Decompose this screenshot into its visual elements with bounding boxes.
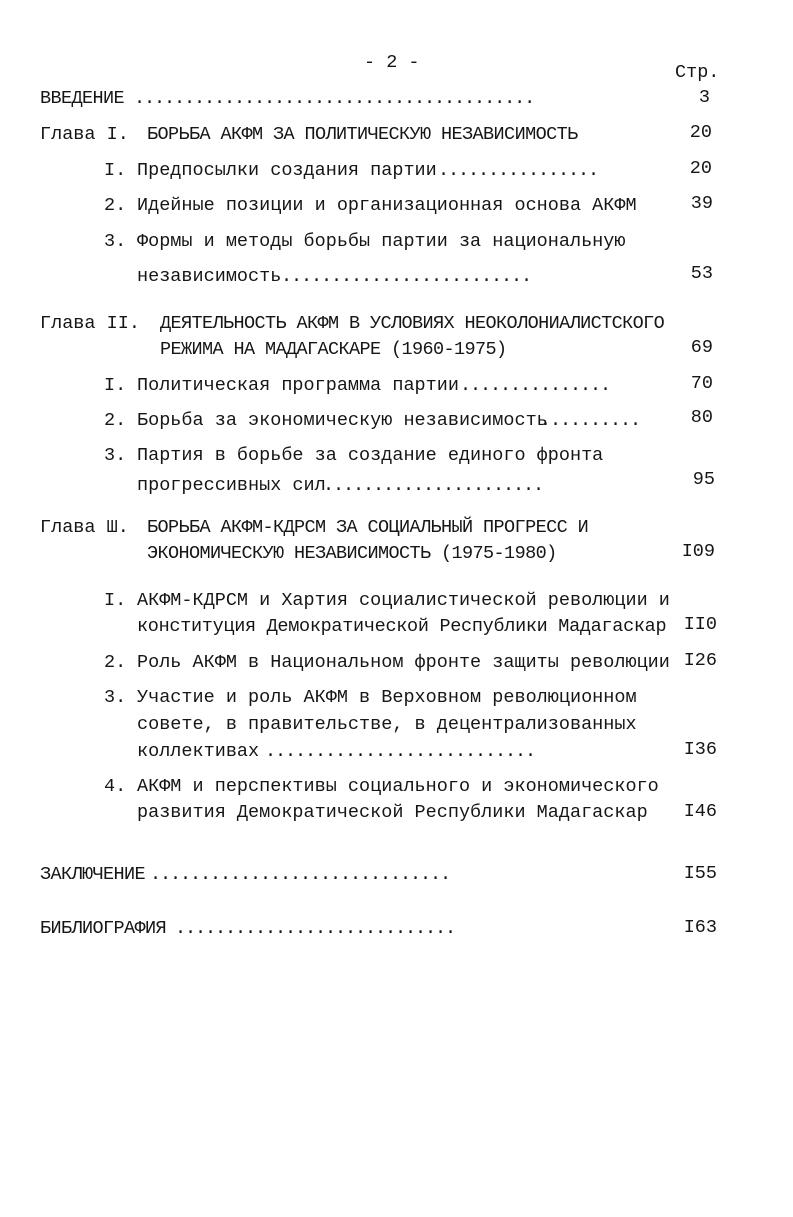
- leader-dots: ...........................: [265, 741, 536, 762]
- section-title-line-2: конституция Демократической Республики Мадагаскар: [137, 616, 667, 637]
- leader-dots: ..........: [540, 410, 641, 431]
- section-page: 39: [690, 193, 713, 214]
- intro-page: 3: [698, 87, 710, 108]
- section-title: Идейные позиции и организационная основа АКФМ: [137, 195, 637, 216]
- intro-label: ВВЕДЕНИЕ: [40, 88, 125, 109]
- section-title-line-1: Участие и роль АКФМ в Верховном революционном: [137, 687, 637, 708]
- chapter-title-line-1: БОРЬБА АКФМ-КДРСМ ЗА СОЦИАЛЬНЫЙ ПРОГРЕСС И: [147, 517, 589, 538]
- section-number: 4.: [104, 776, 127, 797]
- section-number: I.: [104, 590, 127, 611]
- section-page: I26: [683, 650, 717, 671]
- chapter-page: I09: [681, 541, 715, 562]
- chapter-page: 20: [689, 122, 712, 143]
- section-page: 80: [690, 407, 713, 428]
- section-title: Роль АКФМ в Национальном фронте защиты революции: [137, 652, 670, 673]
- leader-dots: ................: [438, 160, 599, 181]
- chapter-prefix: Глава II.: [40, 313, 140, 334]
- section-title-line-2: развития Демократической Республики Мадагаскар: [137, 802, 648, 823]
- leader-dots: ......................: [323, 475, 544, 496]
- section-page: I36: [683, 739, 717, 760]
- section-title: Борьба за экономическую независимость: [137, 410, 548, 431]
- bibliography-label: БИБЛИОГРАФИЯ: [40, 918, 167, 939]
- section-page: 95: [692, 469, 715, 490]
- section-page: 20: [689, 158, 712, 179]
- section-title-line-2: прогрессивных сил: [137, 475, 326, 496]
- chapter-prefix: Глава I.: [40, 124, 129, 145]
- bibliography-page: I63: [683, 917, 717, 938]
- section-page: II0: [683, 614, 717, 635]
- section-title-line-3: коллективах: [137, 741, 260, 762]
- chapter-title-line-1: ДЕЯТЕЛЬНОСТЬ АКФМ В УСЛОВИЯХ НЕОКОЛОНИАЛИСТСКОГО: [160, 313, 665, 334]
- leader-dots: ............................: [175, 918, 456, 939]
- chapter-title-line-2: ЭКОНОМИЧЕСКУЮ НЕЗАВИСИМОСТЬ (1975-1980): [147, 543, 557, 564]
- leader-dots: .........................: [281, 266, 532, 287]
- section-number: 2.: [104, 652, 127, 673]
- section-page: 53: [690, 263, 713, 284]
- section-title-line-1: Партия в борьбе за создание единого фронта: [137, 445, 604, 466]
- section-title-line-2: совете, в правительстве, в децентрализованных: [137, 714, 637, 735]
- section-number: I.: [104, 375, 127, 396]
- section-page: 70: [690, 373, 713, 394]
- section-title-line-1: АКФМ и перспективы социального и экономического: [137, 776, 659, 797]
- section-number: 3.: [104, 687, 127, 708]
- chapter-page: 69: [690, 337, 713, 358]
- leader-dots: ...............: [460, 375, 611, 396]
- section-number: 3.: [104, 445, 127, 466]
- section-number: 3.: [104, 231, 127, 252]
- conclusion-label: ЗАКЛЮЧЕНИЕ: [40, 864, 146, 885]
- chapter-title: БОРЬБА АКФМ ЗА ПОЛИТИЧЕСКУЮ НЕЗАВИСИМОСТЬ: [147, 124, 578, 145]
- chapter-title-line-2: РЕЖИМА НА МАДАГАСКАРЕ (1960-1975): [160, 339, 507, 360]
- section-title-line-1: Формы и методы борьбы партии за национальную: [137, 231, 626, 252]
- section-title-line-1: АКФМ-КДРСМ и Хартия социалистической революции и: [137, 590, 670, 611]
- section-number: I.: [104, 160, 127, 181]
- page-column-label: Стр.: [675, 62, 720, 83]
- section-number: 2.: [104, 410, 127, 431]
- chapter-prefix: Глава Ш.: [40, 517, 129, 538]
- section-page: I46: [683, 801, 717, 822]
- section-title: Предпосылки создания партии: [137, 160, 437, 181]
- conclusion-page: I55: [683, 863, 717, 884]
- page-number: - 2 -: [364, 52, 420, 73]
- leader-dots: ..............................: [150, 864, 451, 885]
- leader-dots: ........................................: [134, 88, 535, 109]
- section-title-line-2: независимость: [137, 266, 282, 287]
- section-number: 2.: [104, 195, 127, 216]
- section-title: Политическая программа партии: [137, 375, 459, 396]
